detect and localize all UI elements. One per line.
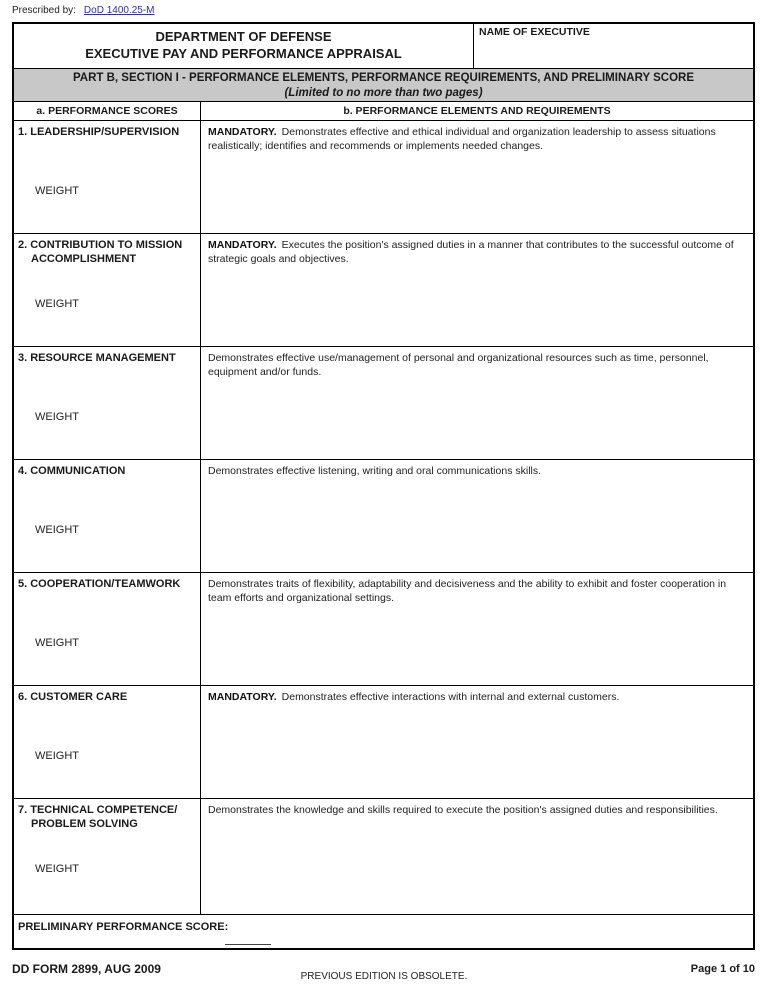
element-row-7 (14, 798, 753, 914)
previous-edition-note: PREVIOUS EDITION IS OBSOLETE. (300, 971, 468, 982)
preliminary-score-label: PRELIMINARY PERFORMANCE SCORE: (18, 921, 229, 933)
requirement-cell-7 (201, 799, 753, 914)
element-row-5 (14, 572, 753, 685)
mandatory-label-6: MANDATORY. (208, 691, 277, 703)
element-description-5: Demonstrates traits of flexibility, adaptability and decisiveness and the ability to exhibit and foster cooperation in team efforts and organizational settings. (208, 578, 727, 605)
weight-label-3: WEIGHT (35, 411, 79, 423)
element-title-7: 7. TECHNICAL COMPETENCE/ PROBLEM SOLVING (18, 804, 178, 831)
form-table (12, 22, 755, 950)
score-cell-7 (14, 799, 201, 914)
form-header-row (14, 24, 753, 68)
element-description-2: Executes the position's assigned duties in a manner that contributes to the successful outcome of strategic goals and objectives. (208, 239, 734, 266)
requirement-cell-5 (201, 573, 753, 685)
element-title-6: 6. CUSTOMER CARE (18, 691, 128, 703)
score-cell-1 (14, 121, 201, 233)
weight-label-6: WEIGHT (35, 750, 79, 762)
section-banner-subtitle: (Limited to no more than two pages) (284, 86, 483, 99)
element-row-1 (14, 120, 753, 233)
element-title-4: 4. COMMUNICATION (18, 465, 126, 477)
section-banner-title: PART B, SECTION I - PERFORMANCE ELEMENTS, PERFORMANCE REQUIREMENTS, AND PRELIMINARY SCORE (72, 72, 695, 84)
score-cell-5 (14, 573, 201, 685)
weight-label-4: WEIGHT (35, 524, 79, 536)
requirement-cell-4 (201, 460, 753, 572)
requirement-cell-2 (201, 234, 753, 346)
requirement-cell-3 (201, 347, 753, 459)
name-of-executive-label: NAME OF EXECUTIVE (479, 26, 590, 38)
weight-label-1: WEIGHT (35, 185, 79, 197)
element-description-3: Demonstrates effective use/management of personal and organizational resources such as time, personnel, equipment and/or funds. (208, 352, 709, 379)
element-row-6 (14, 685, 753, 798)
element-title-3: 3. RESOURCE MANAGEMENT (18, 352, 176, 364)
form-title-line1: DEPARTMENT OF DEFENSE (155, 29, 332, 45)
form-title (14, 24, 473, 68)
element-description-6: Demonstrates effective interactions with internal and external customers. (281, 691, 620, 703)
element-row-4 (14, 459, 753, 572)
name-of-executive-field[interactable] (473, 24, 753, 68)
element-description-4: Demonstrates effective listening, writing and oral communications skills. (208, 465, 542, 477)
score-cell-6 (14, 686, 201, 798)
element-title-5: 5. COOPERATION/TEAMWORK (18, 578, 181, 590)
score-cell-3 (14, 347, 201, 459)
requirement-cell-1 (201, 121, 753, 233)
weight-label-2: WEIGHT (35, 298, 79, 310)
element-row-3 (14, 346, 753, 459)
preliminary-score-row (14, 914, 753, 948)
form-number: DD FORM 2899, AUG 2009 (12, 962, 161, 976)
element-description-7: Demonstrates the knowledge and skills required to execute the position's assigned duties and responsibilities. (208, 804, 718, 816)
element-row-2 (14, 233, 753, 346)
page-indicator: Page 1 of 10 (690, 963, 755, 975)
score-cell-4 (14, 460, 201, 572)
column-header-elements: b. PERFORMANCE ELEMENTS AND REQUIREMENTS (343, 105, 611, 117)
column-header-scores: a. PERFORMANCE SCORES (14, 102, 201, 120)
prescribed-by-label: Prescribed by: (12, 5, 76, 16)
requirement-cell-6 (201, 686, 753, 798)
preliminary-score-blank[interactable] (225, 933, 271, 945)
element-title-2: 2. CONTRIBUTION TO MISSION ACCOMPLISHMENT (18, 239, 183, 266)
mandatory-label-1: MANDATORY. (208, 126, 277, 138)
weight-label-5: WEIGHT (35, 637, 79, 649)
prescribed-by (12, 5, 155, 16)
score-cell-2 (14, 234, 201, 346)
form-title-line2: EXECUTIVE PAY AND PERFORMANCE APPRAISAL (85, 46, 402, 61)
section-banner (14, 68, 753, 101)
column-header-row (14, 101, 753, 120)
mandatory-label-2: MANDATORY. (208, 239, 277, 251)
prescribed-by-link[interactable]: DoD 1400.25-M (83, 5, 155, 16)
element-title-1: 1. LEADERSHIP/SUPERVISION (18, 126, 180, 138)
element-description-1: Demonstrates effective and ethical individual and organization leadership to assess situations realistically; identifies and recommends or implements needed changes. (208, 126, 716, 153)
weight-label-7: WEIGHT (35, 863, 79, 875)
